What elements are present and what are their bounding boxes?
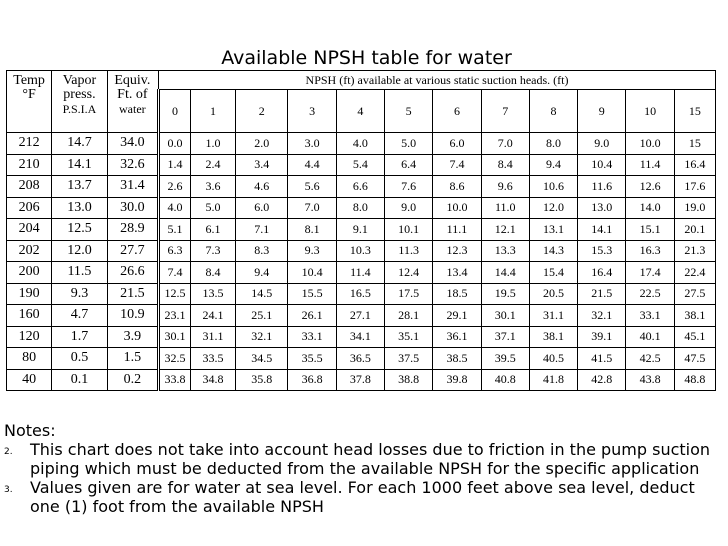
npsh-cell: 9.3 — [288, 240, 336, 262]
npsh-cell: 7.3 — [190, 240, 235, 262]
npsh-cell: 36.8 — [288, 369, 336, 391]
temp-cell: 200 — [7, 262, 52, 284]
suction-head-cell: 3 — [288, 90, 336, 133]
suction-head-cell: 9 — [578, 90, 626, 133]
npsh-cell: 32.5 — [159, 348, 191, 370]
npsh-cell: 14.3 — [529, 240, 577, 262]
temp-cell: 160 — [7, 305, 52, 327]
npsh-cell: 45.1 — [674, 326, 715, 348]
npsh-cell: 14.4 — [481, 262, 529, 284]
npsh-cell: 10.3 — [336, 240, 384, 262]
npsh-cell: 6.6 — [336, 176, 384, 198]
note-text: This chart does not take into account head losses due to friction in the pump suction piping which must be deducted from the available NPSH for the specific application — [30, 440, 711, 478]
header-line: °F — [22, 87, 36, 102]
npsh-cell: 9.0 — [578, 133, 626, 155]
npsh-cell: 11.4 — [336, 262, 384, 284]
table-row — [7, 176, 716, 198]
npsh-cell: 40.8 — [481, 369, 529, 391]
npsh-cell: 23.1 — [159, 305, 191, 327]
temp-cell: 208 — [7, 176, 52, 198]
npsh-table — [6, 70, 716, 391]
npsh-cell: 27.1 — [336, 305, 384, 327]
page-title — [0, 47, 728, 69]
npsh-cell: 9.0 — [385, 197, 433, 219]
npsh-cell: 11.6 — [578, 176, 626, 198]
npsh-cell: 38.1 — [529, 326, 577, 348]
table-row — [7, 154, 716, 176]
npsh-cell: 33.1 — [288, 326, 336, 348]
npsh-cell: 4.6 — [236, 176, 288, 198]
npsh-cell: 18.5 — [433, 283, 481, 305]
header-line: Ft. of — [117, 87, 148, 102]
temp-cell: 120 — [7, 326, 52, 348]
npsh-cell: 6.0 — [236, 197, 288, 219]
table-row — [7, 262, 716, 284]
vapor-cell: 13.7 — [52, 176, 107, 198]
npsh-span-header: NPSH (ft) available at various static suction heads. (ft) — [159, 71, 716, 90]
npsh-cell: 7.1 — [236, 219, 288, 241]
npsh-cell: 31.1 — [190, 326, 235, 348]
temp-cell: 206 — [7, 197, 52, 219]
npsh-cell: 38.8 — [385, 369, 433, 391]
npsh-cell: 16.3 — [626, 240, 674, 262]
npsh-cell: 40.5 — [529, 348, 577, 370]
note-item — [4, 440, 724, 478]
npsh-cell: 19.5 — [481, 283, 529, 305]
suction-head-cell: 7 — [481, 90, 529, 133]
npsh-cell: 8.0 — [336, 197, 384, 219]
npsh-cell: 4.4 — [288, 154, 336, 176]
npsh-cell: 36.5 — [336, 348, 384, 370]
suction-head-cell: 2 — [236, 90, 288, 133]
vapor-cell: 13.0 — [52, 197, 107, 219]
equiv-water-header — [107, 71, 158, 133]
npsh-cell: 12.0 — [529, 197, 577, 219]
table-row — [7, 283, 716, 305]
table-row — [7, 240, 716, 262]
npsh-cell: 3.0 — [288, 133, 336, 155]
npsh-cell: 15.5 — [288, 283, 336, 305]
npsh-cell: 35.1 — [385, 326, 433, 348]
suction-head-cell: 15 — [674, 90, 715, 133]
npsh-cell: 17.6 — [674, 176, 715, 198]
header-line: water — [119, 102, 146, 116]
npsh-cell: 19.0 — [674, 197, 715, 219]
suction-head-cell: 6 — [433, 90, 481, 133]
npsh-cell: 38.1 — [674, 305, 715, 327]
npsh-cell: 32.1 — [236, 326, 288, 348]
npsh-cell: 20.1 — [674, 219, 715, 241]
npsh-cell: 8.0 — [529, 133, 577, 155]
npsh-cell: 12.5 — [159, 283, 191, 305]
npsh-cell: 12.4 — [385, 262, 433, 284]
npsh-cell: 2.4 — [190, 154, 235, 176]
vapor-cell: 12.5 — [52, 219, 107, 241]
npsh-cell: 16.4 — [674, 154, 715, 176]
npsh-cell: 9.1 — [336, 219, 384, 241]
npsh-cell: 27.5 — [674, 283, 715, 305]
npsh-cell: 11.0 — [481, 197, 529, 219]
vapor-cell: 0.1 — [52, 369, 107, 391]
npsh-cell: 26.1 — [288, 305, 336, 327]
equiv-cell: 3.9 — [107, 326, 158, 348]
npsh-cell: 5.4 — [336, 154, 384, 176]
npsh-cell: 5.0 — [385, 133, 433, 155]
npsh-cell: 10.4 — [578, 154, 626, 176]
npsh-cell: 14.5 — [236, 283, 288, 305]
npsh-cell: 11.4 — [626, 154, 674, 176]
equiv-cell: 0.2 — [107, 369, 158, 391]
npsh-cell: 1.4 — [159, 154, 191, 176]
npsh-cell: 32.1 — [578, 305, 626, 327]
table-row — [7, 369, 716, 391]
npsh-cell: 40.1 — [626, 326, 674, 348]
npsh-cell: 17.4 — [626, 262, 674, 284]
npsh-cell: 2.6 — [159, 176, 191, 198]
vapor-cell: 14.7 — [52, 133, 107, 155]
npsh-cell: 13.1 — [529, 219, 577, 241]
npsh-cell: 10.1 — [385, 219, 433, 241]
npsh-cell: 30.1 — [481, 305, 529, 327]
npsh-cell: 12.6 — [626, 176, 674, 198]
npsh-cell: 15.1 — [626, 219, 674, 241]
npsh-cell: 12.3 — [433, 240, 481, 262]
npsh-cell: 8.4 — [481, 154, 529, 176]
npsh-cell: 5.1 — [159, 219, 191, 241]
temp-cell: 190 — [7, 283, 52, 305]
npsh-cell: 9.4 — [529, 154, 577, 176]
npsh-cell: 9.4 — [236, 262, 288, 284]
npsh-cell: 33.1 — [626, 305, 674, 327]
npsh-cell: 39.8 — [433, 369, 481, 391]
npsh-cell: 9.6 — [481, 176, 529, 198]
temp-cell: 212 — [7, 133, 52, 155]
temp-cell: 40 — [7, 369, 52, 391]
npsh-cell: 25.1 — [236, 305, 288, 327]
equiv-cell: 1.5 — [107, 348, 158, 370]
npsh-cell: 8.3 — [236, 240, 288, 262]
npsh-cell: 42.8 — [578, 369, 626, 391]
vapor-cell: 0.5 — [52, 348, 107, 370]
suction-head-cell: 8 — [529, 90, 577, 133]
npsh-cell: 10.6 — [529, 176, 577, 198]
npsh-cell: 12.1 — [481, 219, 529, 241]
equiv-cell: 26.6 — [107, 262, 158, 284]
table-row — [7, 197, 716, 219]
notes-heading: Notes: — [4, 421, 56, 440]
npsh-cell: 37.1 — [481, 326, 529, 348]
npsh-cell: 22.5 — [626, 283, 674, 305]
npsh-cell: 13.3 — [481, 240, 529, 262]
equiv-cell: 34.0 — [107, 133, 158, 155]
npsh-cell: 38.5 — [433, 348, 481, 370]
npsh-cell: 13.4 — [433, 262, 481, 284]
npsh-cell: 24.1 — [190, 305, 235, 327]
npsh-cell: 42.5 — [626, 348, 674, 370]
npsh-cell: 8.1 — [288, 219, 336, 241]
vapor-cell: 9.3 — [52, 283, 107, 305]
note-number: 2. — [4, 447, 13, 457]
temp-cell: 80 — [7, 348, 52, 370]
table-row — [7, 326, 716, 348]
vapor-cell: 1.7 — [52, 326, 107, 348]
npsh-cell: 39.1 — [578, 326, 626, 348]
note-text: Values given are for water at sea level. For each 1000 feet above sea level, deduct one (1) foot from the available NPSH — [30, 478, 695, 516]
header-line: Temp — [13, 73, 45, 88]
vapor-cell: 12.0 — [52, 240, 107, 262]
suction-head-cell: 1 — [190, 90, 235, 133]
npsh-cell: 6.1 — [190, 219, 235, 241]
temp-cell: 204 — [7, 219, 52, 241]
npsh-cell: 1.0 — [190, 133, 235, 155]
npsh-cell: 34.8 — [190, 369, 235, 391]
equiv-cell: 32.6 — [107, 154, 158, 176]
npsh-cell: 21.3 — [674, 240, 715, 262]
temp-header — [7, 71, 52, 133]
npsh-cell: 29.1 — [433, 305, 481, 327]
npsh-cell: 11.3 — [385, 240, 433, 262]
suction-head-cell: 10 — [626, 90, 674, 133]
npsh-cell: 37.8 — [336, 369, 384, 391]
header-line: Equiv. — [114, 73, 151, 88]
npsh-cell: 30.1 — [159, 326, 191, 348]
npsh-cell: 7.6 — [385, 176, 433, 198]
npsh-cell: 6.0 — [433, 133, 481, 155]
npsh-cell: 28.1 — [385, 305, 433, 327]
npsh-cell: 5.6 — [288, 176, 336, 198]
npsh-cell: 34.1 — [336, 326, 384, 348]
npsh-cell: 43.8 — [626, 369, 674, 391]
npsh-cell: 39.5 — [481, 348, 529, 370]
npsh-cell: 16.5 — [336, 283, 384, 305]
equiv-cell: 27.7 — [107, 240, 158, 262]
equiv-cell: 31.4 — [107, 176, 158, 198]
header-line: Vapor — [62, 73, 97, 88]
vapor-cell: 14.1 — [52, 154, 107, 176]
npsh-cell: 6.4 — [385, 154, 433, 176]
suction-head-cell: 0 — [159, 90, 191, 133]
npsh-cell: 15.4 — [529, 262, 577, 284]
npsh-cell: 33.5 — [190, 348, 235, 370]
equiv-cell: 30.0 — [107, 197, 158, 219]
npsh-cell: 20.5 — [529, 283, 577, 305]
note-number: 3. — [4, 485, 13, 495]
npsh-cell: 17.5 — [385, 283, 433, 305]
npsh-cell: 41.8 — [529, 369, 577, 391]
npsh-cell: 13.0 — [578, 197, 626, 219]
npsh-cell: 33.8 — [159, 369, 191, 391]
npsh-cell: 7.4 — [159, 262, 191, 284]
npsh-cell: 48.8 — [674, 369, 715, 391]
npsh-cell: 35.8 — [236, 369, 288, 391]
npsh-cell: 36.1 — [433, 326, 481, 348]
header-line: P.S.I.A — [62, 102, 97, 116]
npsh-cell: 47.5 — [674, 348, 715, 370]
npsh-cell: 7.0 — [288, 197, 336, 219]
npsh-cell: 3.6 — [190, 176, 235, 198]
npsh-cell: 37.5 — [385, 348, 433, 370]
npsh-cell: 14.1 — [578, 219, 626, 241]
temp-cell: 202 — [7, 240, 52, 262]
table-row — [7, 348, 716, 370]
equiv-cell: 28.9 — [107, 219, 158, 241]
table-row — [7, 305, 716, 327]
npsh-cell: 14.0 — [626, 197, 674, 219]
notes-list — [4, 440, 724, 516]
npsh-cell: 10.4 — [288, 262, 336, 284]
header-line: press. — [63, 87, 96, 102]
header-row — [7, 71, 716, 90]
npsh-cell: 2.0 — [236, 133, 288, 155]
npsh-cell: 4.0 — [159, 197, 191, 219]
npsh-cell: 11.1 — [433, 219, 481, 241]
notes-section — [4, 421, 724, 516]
npsh-cell: 3.4 — [236, 154, 288, 176]
suction-head-cell: 5 — [385, 90, 433, 133]
vapor-cell: 4.7 — [52, 305, 107, 327]
note-item — [4, 478, 724, 516]
npsh-cell: 0.0 — [159, 133, 191, 155]
npsh-cell: 34.5 — [236, 348, 288, 370]
equiv-cell: 10.9 — [107, 305, 158, 327]
npsh-cell: 31.1 — [529, 305, 577, 327]
npsh-cell: 10.0 — [626, 133, 674, 155]
npsh-cell: 6.3 — [159, 240, 191, 262]
table-row — [7, 219, 716, 241]
npsh-cell: 41.5 — [578, 348, 626, 370]
npsh-cell: 5.0 — [190, 197, 235, 219]
title-text: Available NPSH table for water — [221, 47, 512, 69]
npsh-cell: 10.0 — [433, 197, 481, 219]
npsh-cell: 16.4 — [578, 262, 626, 284]
vapor-pressure-header — [52, 71, 107, 133]
npsh-cell: 21.5 — [578, 283, 626, 305]
table-row — [7, 133, 716, 155]
npsh-cell: 4.0 — [336, 133, 384, 155]
npsh-cell: 35.5 — [288, 348, 336, 370]
npsh-cell: 15.3 — [578, 240, 626, 262]
suction-head-cell: 4 — [336, 90, 384, 133]
temp-cell: 210 — [7, 154, 52, 176]
npsh-cell: 15 — [674, 133, 715, 155]
npsh-cell: 13.5 — [190, 283, 235, 305]
equiv-cell: 21.5 — [107, 283, 158, 305]
npsh-cell: 7.0 — [481, 133, 529, 155]
npsh-cell: 7.4 — [433, 154, 481, 176]
vapor-cell: 11.5 — [52, 262, 107, 284]
npsh-cell: 22.4 — [674, 262, 715, 284]
npsh-cell: 8.4 — [190, 262, 235, 284]
npsh-cell: 8.6 — [433, 176, 481, 198]
